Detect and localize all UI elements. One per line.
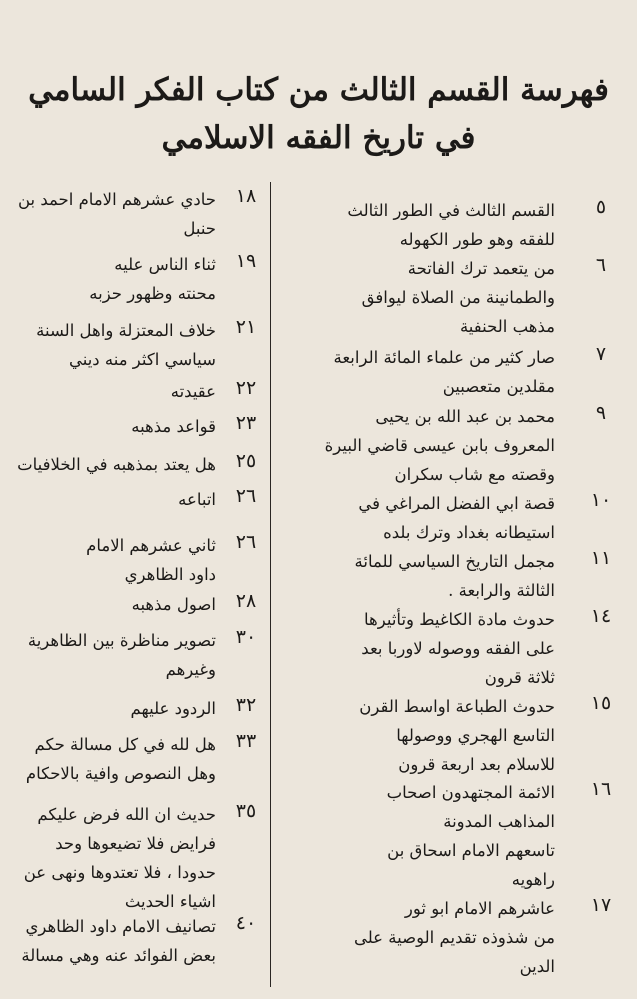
entry-text (290, 547, 555, 605)
page-number: ٩ (595, 402, 607, 424)
page-number: ٦ (595, 254, 607, 276)
page-number: ١٥ (590, 692, 612, 714)
entry-text (0, 531, 216, 589)
entry-line: تصوير مناظرة بين الظاهرية (27, 631, 216, 650)
entry-text (0, 485, 216, 514)
entry-line: الثالثة والرابعة . (448, 581, 555, 600)
entry-line: صار كثير من علماء المائة الرابعة (333, 348, 555, 367)
entry-line: اشياء الحديث (124, 892, 216, 911)
entry-line: استيطانه بغداد وترك بلده (383, 523, 555, 542)
entry-line: محنته وظهور حزبه (89, 284, 216, 303)
entry-line: اتباعه (178, 490, 216, 509)
entry-text (290, 778, 555, 836)
entry-line: حادي عشرهم الامام احمد بن (17, 190, 216, 209)
entry-text (290, 402, 555, 489)
entry-text (0, 694, 216, 723)
entry-line: على الفقه ووصوله لاوربا بعد (361, 639, 555, 658)
entry-line: بعض الفوائد عنه وهي مسالة (21, 946, 216, 965)
entry-line: حديث ان الله فرض عليكم (37, 805, 216, 824)
entry-text (290, 605, 555, 692)
page-subtitle: في تاريخ الفقه الاسلامي (161, 120, 476, 156)
entry-line: وقصته مع شاب سكران (394, 465, 555, 484)
page-number: ٥ (595, 196, 607, 218)
page-number: ٣٠ (235, 626, 257, 648)
entry-text (0, 626, 216, 684)
page-number: ١٨ (235, 185, 257, 207)
entry-line: عاشرهم الامام ابو ثور (404, 899, 555, 918)
entry-line: مجمل التاريخ السياسي للمائة (354, 552, 555, 571)
entry-text (290, 894, 555, 981)
page-number: ٢٨ (235, 590, 257, 612)
entry-line: سياسي اكثر منه ديني (68, 350, 216, 369)
page-number: ١٦ (590, 778, 612, 800)
page-number: ٢٣ (235, 412, 257, 434)
page-number: ٢٦ (235, 485, 257, 507)
page-number: ١٤ (590, 605, 612, 627)
entry-text (0, 730, 216, 788)
entry-line: هل يعتد بمذهبه في الخلافيات (17, 455, 216, 474)
entry-line: فرايض فلا تضيعوها وحد (55, 834, 216, 853)
page-title: فهرسة القسم الثالث من كتاب الفكر السامي (28, 72, 609, 108)
entry-text (0, 185, 216, 243)
entry-line: وهل النصوص وافية بالاحكام (25, 764, 216, 783)
entry-line: عقيدته (170, 382, 216, 401)
page-number: ١٠ (590, 489, 612, 511)
left-index-column (0, 0, 268, 999)
entry-line: راهويه (511, 870, 555, 889)
entry-line: من يتعمد ترك الفاتحة (407, 259, 555, 278)
entry-line: مذهب الحنفية (459, 317, 555, 336)
entry-line: المذاهب المدونة (443, 812, 555, 831)
entry-line: من شذوذه تقديم الوصية على (353, 928, 555, 947)
entry-text (290, 254, 555, 341)
page-number: ٧ (595, 343, 607, 365)
entry-text (0, 450, 216, 479)
entry-text (0, 590, 216, 619)
page-number: ١٧ (590, 894, 612, 916)
entry-text (290, 836, 555, 894)
entry-line: مقلدين متعصبين (442, 377, 555, 396)
entry-line: القسم الثالث في الطور الثالث (347, 201, 555, 220)
entry-line: والطمانينة من الصلاة ليوافق (361, 288, 555, 307)
page-number: ٣٥ (235, 800, 257, 822)
entry-line: حدودا ، فلا تعتدوها ونهى عن (23, 863, 216, 882)
entry-line: اصول مذهبه (131, 595, 216, 614)
entry-line: ثلاثة قرون (484, 668, 555, 687)
entry-line: الدين (519, 957, 555, 976)
entry-text (0, 412, 216, 441)
page-number: ٢٥ (235, 450, 257, 472)
entry-text (290, 692, 555, 779)
entry-line: تصانيف الامام داود الظاهري (25, 917, 216, 936)
entry-line: الردود عليهم (130, 699, 216, 718)
page-number: ٢١ (235, 316, 257, 338)
right-index-column (286, 0, 637, 999)
entry-line: حنبل (183, 219, 216, 238)
entry-line: تاسعهم الامام اسحاق بن (387, 841, 555, 860)
entry-text (290, 489, 555, 547)
entry-line: قواعد مذهبه (131, 417, 216, 436)
page-number: ٢٢ (235, 377, 257, 399)
entry-text (290, 343, 555, 401)
entry-text (0, 800, 216, 916)
entry-text (0, 912, 216, 970)
entry-text (290, 196, 555, 254)
entry-line: للاسلام بعد اربعة قرون (398, 755, 555, 774)
entry-line: خلاف المعتزلة واهل السنة (36, 321, 216, 340)
page-number: ٢٦ (235, 531, 257, 553)
entry-line: الائمة المجتهدون اصحاب (386, 783, 555, 802)
entry-line: داود الظاهري (124, 565, 216, 584)
entry-text (0, 250, 216, 308)
entry-line: المعروف بابن عيسى قاضي البيرة (324, 436, 555, 455)
page-number: ٣٢ (235, 694, 257, 716)
entry-line: التاسع الهجري ووصولها (396, 726, 555, 745)
entry-line: ثناء الناس عليه (114, 255, 216, 274)
entry-line: حدوث الطباعة اواسط القرن (359, 697, 555, 716)
entry-text (0, 377, 216, 406)
entry-line: وغيرهم (165, 660, 216, 679)
page-number: ٣٣ (235, 730, 257, 752)
entry-line: ثاني عشرهم الامام (86, 536, 216, 555)
entry-line: هل لله في كل مسالة حكم (34, 735, 216, 754)
entry-line: حدوث مادة الكاغيط وتأثيرها (364, 610, 555, 629)
column-divider (270, 182, 271, 987)
entry-line: للفقه وهو طور الكهوله (399, 230, 555, 249)
page-number: ١١ (590, 547, 612, 569)
page-number: ١٩ (235, 250, 257, 272)
page-number: ٤٠ (235, 912, 257, 934)
entry-text (0, 316, 216, 374)
entry-line: محمد بن عبد الله بن يحيى (375, 407, 555, 426)
entry-line: قصة ابي الفضل المراغي في (358, 494, 555, 513)
